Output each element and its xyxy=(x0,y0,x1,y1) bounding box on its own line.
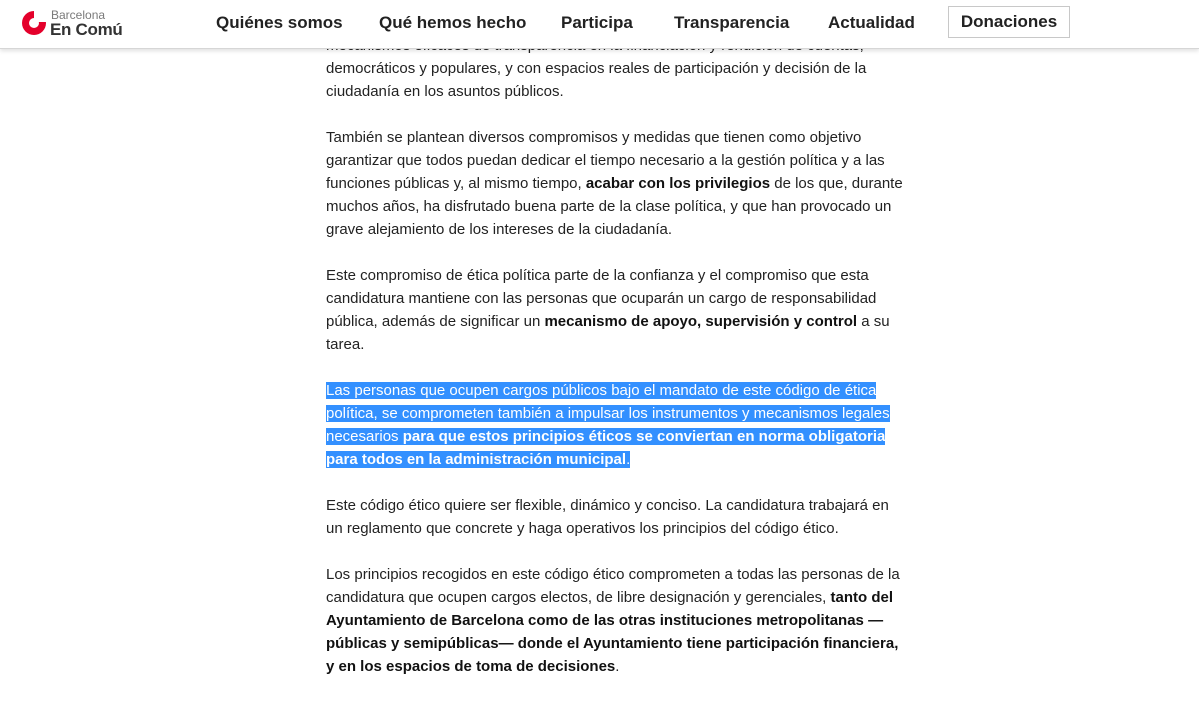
paragraph-text: También se plantean diversos compromisos y medidas que tienen como objetivo garantizar que todos puedan dedicar el tiempo necesario a la gestión política y a las funciones públicas y, al mismo tiempo, xyxy=(326,129,885,192)
nav-item-quienes-somos[interactable]: Quiénes somos xyxy=(216,13,343,32)
paragraph-text: a su tarea. xyxy=(326,313,890,353)
paragraph-principles-scope xyxy=(326,563,906,678)
paragraph-ethics-commitment xyxy=(326,264,906,356)
paragraph-selected-public-officials[interactable] xyxy=(326,379,906,471)
bold-text-support-mechanism: mecanismo de apoyo, supervisión y control xyxy=(544,313,858,330)
logo-text-en-comu: En Comú xyxy=(50,20,123,39)
nav-item-transparencia[interactable]: Transparencia xyxy=(674,13,790,32)
paragraph-text: Este compromiso de ética política parte de la confianza y el compromiso que esta candidatura mantiene con las personas que ocuparán un cargo de responsabilidad pública, además de significar un xyxy=(326,267,877,330)
paragraph-transparency: democráticos y populares, y con espacios reales de participación y decisión de la ciudadanía en los asuntos públicos. xyxy=(326,60,867,100)
bold-text-institutions: tanto del Ayuntamiento de Barcelona como de las otras instituciones metropolitanas —públicas y semipúblicas— donde el Ayuntamiento tiene participación financiera, y en los espacios de toma de decisiones xyxy=(326,589,899,675)
paragraph-text: Los principios recogidos en este código ético comprometen a todas las personas de la candidatura que ocupen cargos electos, de libre designación y gerenciales, xyxy=(326,566,900,606)
logo-mark-icon xyxy=(20,9,48,37)
logo-text-barcelona: Barcelona xyxy=(51,8,106,22)
site-header xyxy=(0,0,1199,49)
paragraph-text: de los que, durante muchos años, ha disfrutado buena parte de la clase política, y que han provocado un grave alejamiento de los intereses de la ciudadanía. xyxy=(326,175,903,238)
nav-item-que-hemos-hecho[interactable]: Qué hemos hecho xyxy=(379,13,527,32)
site-logo[interactable] xyxy=(20,7,130,41)
bold-text-mandatory-norm: para que estos principios éticos se conviertan en norma obligatoria para todos en la administración municipal xyxy=(326,428,886,468)
article-body xyxy=(326,34,906,701)
paragraph-text: . xyxy=(615,658,620,675)
bold-text-privileges: acabar con los privilegios xyxy=(585,175,771,192)
paragraph-text: . xyxy=(626,451,631,468)
nav-item-actualidad[interactable]: Actualidad xyxy=(828,13,915,32)
paragraph-commitments xyxy=(326,126,906,241)
paragraph-text: Las personas que ocupen cargos públicos bajo el mandato de este código de ética política, se comprometen también a impulsar los instrumentos y mecanismos legales necesarios xyxy=(326,382,890,445)
donate-button[interactable]: Donaciones xyxy=(948,6,1070,38)
nav-item-participa[interactable]: Participa xyxy=(561,13,633,32)
selected-text[interactable] xyxy=(326,382,890,468)
paragraph-flexible-code: Este código ético quiere ser flexible, dinámico y conciso. La candidatura trabajará en un reglamento que concrete y haga operativos los principios del código ético. xyxy=(326,497,889,537)
